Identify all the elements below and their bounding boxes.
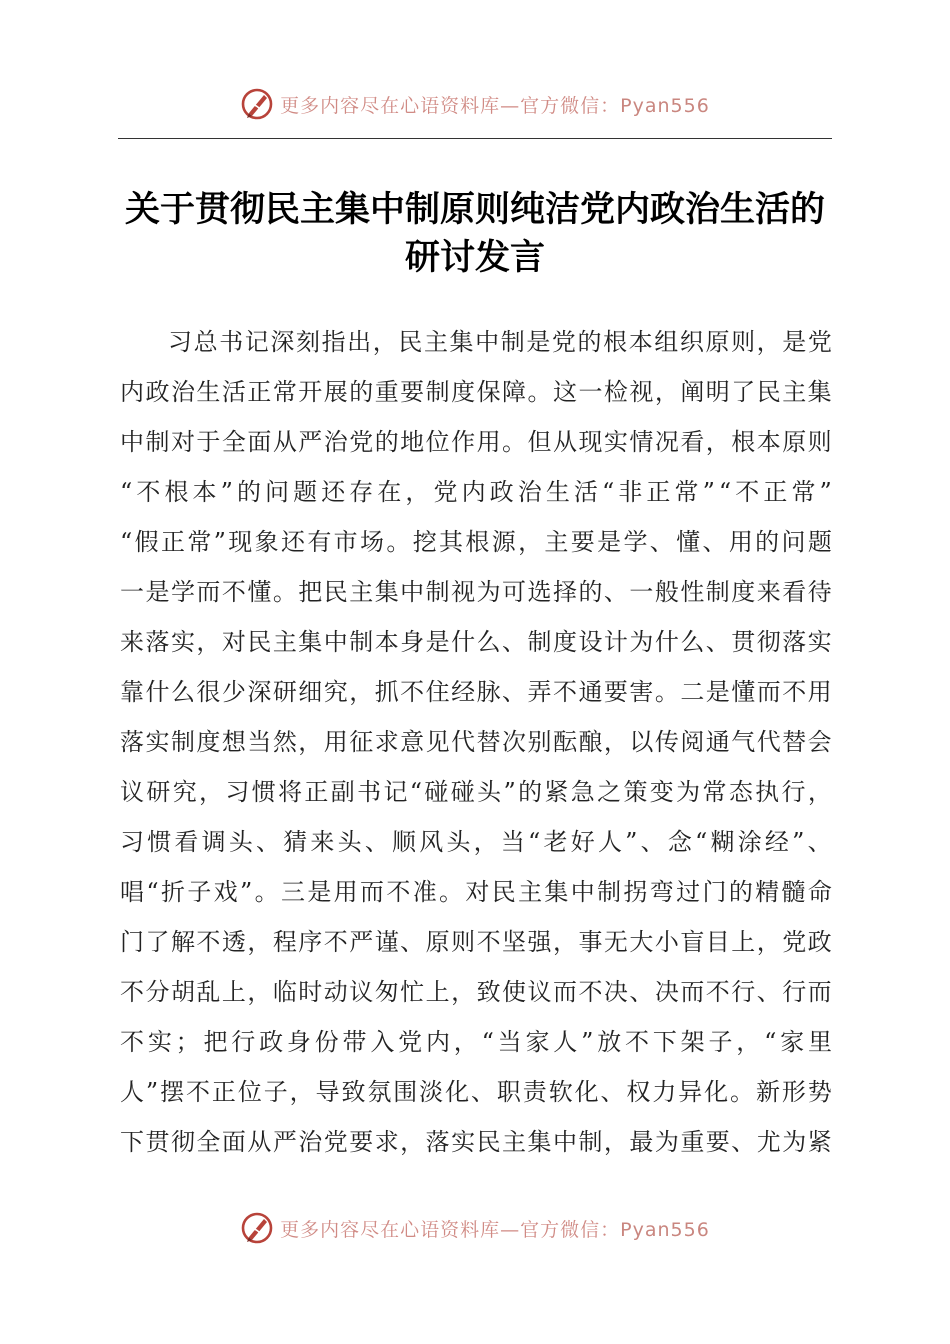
document-title [100, 186, 850, 282]
header-divider [118, 138, 832, 139]
body-line: 人 ” 摆 不 正 位 子 ， 导 致 氛 围 淡 化 、 职 责 软 化 、 权 力 异 化 。 新 形 势 [120, 1078, 832, 1106]
body-line: 一 是 学 而 不 懂 。 把 民 主 集 中 制 视 为 可 选 择 的 、 一 般 性 制 度 来 看 待 [120, 578, 832, 606]
body-line: 内 政 治 生 活 正 常 开 展 的 重 要 制 度 保 障 。 这 一 检 视 ， 阐 明 了 民 主 集 [120, 378, 832, 406]
wechat-id: Pyan556 [620, 94, 710, 117]
body-line: “ 不 根 本 ” 的 问 题 还 存 在 ， 党 内 政 治 生 活 “ 非 正 常 ” “ 不 正 常 ” [120, 478, 832, 506]
body-line: “ 假 正 常 ” 现 象 还 有 市 场 。 挖 其 根 源 ， 主 要 是 学 、 懂 、 用 的 问 题 [120, 528, 832, 556]
body-line: 落 实 制 度 想 当 然 ， 用 征 求 意 见 代 替 次 别 酝 酿 ， 以 传 阅 通 气 代 替 会 [120, 728, 832, 756]
body-line: 不 分 胡 乱 上 ， 临 时 动 议 匆 忙 上 ， 致 使 议 而 不 决 、 决 而 不 行 、 行 而 [120, 978, 832, 1006]
title-line-2: 研讨发言 [404, 238, 545, 278]
body-line: 门 了 解 不 透 ， 程 序 不 严 谨 、 原 则 不 坚 强 ， 事 无 大 小 盲 目 上 ， 党 政 [120, 928, 832, 956]
body-line: 不 实 ； 把 行 政 身 份 带 入 党 内 ， “ 当 家 人 ” 放 不 下 架 子 ， “ 家 里 [120, 1028, 832, 1056]
body-line: 习 惯 看 调 头 、 猜 来 头 、 顺 风 头 ， 当 “ 老 好 人 ” 、 念 “ 糊 涂 经 ” 、 [120, 828, 832, 856]
header-watermark-banner [0, 82, 950, 126]
footer-watermark-banner [0, 1206, 950, 1250]
document-body [120, 317, 832, 1167]
wechat-id: Pyan556 [620, 1218, 710, 1241]
body-line: 议 研 究 ， 习 惯 将 正 副 书 记 “ 碰 碰 头 ” 的 紧 急 之 策 变 为 常 态 执 行 ， [120, 778, 832, 806]
body-line: 来 落 实 ， 对 民 主 集 中 制 本 身 是 什 么 、 制 度 设 计 为 什 么 、 贯 彻 落 实 [120, 628, 832, 656]
body-line: 下 贯 彻 全 面 从 严 治 党 要 求 ， 落 实 民 主 集 中 制 ， 最 为 重 要 、 尤 为 紧 [120, 1128, 832, 1156]
body-line: 唱 “ 折 子 戏 ” 。 三 是 用 而 不 准 。 对 民 主 集 中 制 拐 弯 过 门 的 精 髓 命 [120, 878, 832, 906]
pen-logo-icon [240, 87, 274, 121]
body-line: 习 总 书 记 深 刻 指 出 ， 民 主 集 中 制 是 党 的 根 本 组 织 原 则 ， 是 党 [168, 328, 832, 356]
watermark-text: 更多内容尽在心语资料库—官方微信：Pyan556 [280, 1218, 710, 1241]
watermark-text: 更多内容尽在心语资料库—官方微信：Pyan556 [280, 94, 710, 117]
pen-logo-icon [240, 1211, 274, 1245]
body-line: 靠 什 么 很 少 深 研 细 究 ， 抓 不 住 经 脉 、 弄 不 通 要 害 。 二 是 懂 而 不 用 [120, 678, 832, 706]
title-line-1: 关于贯彻民主集中制原则纯洁党内政治生活的 [124, 190, 825, 230]
body-line: 中 制 对 于 全 面 从 严 治 党 的 地 位 作 用 。 但 从 现 实 情 况 看 ， 根 本 原 则 [120, 428, 832, 456]
